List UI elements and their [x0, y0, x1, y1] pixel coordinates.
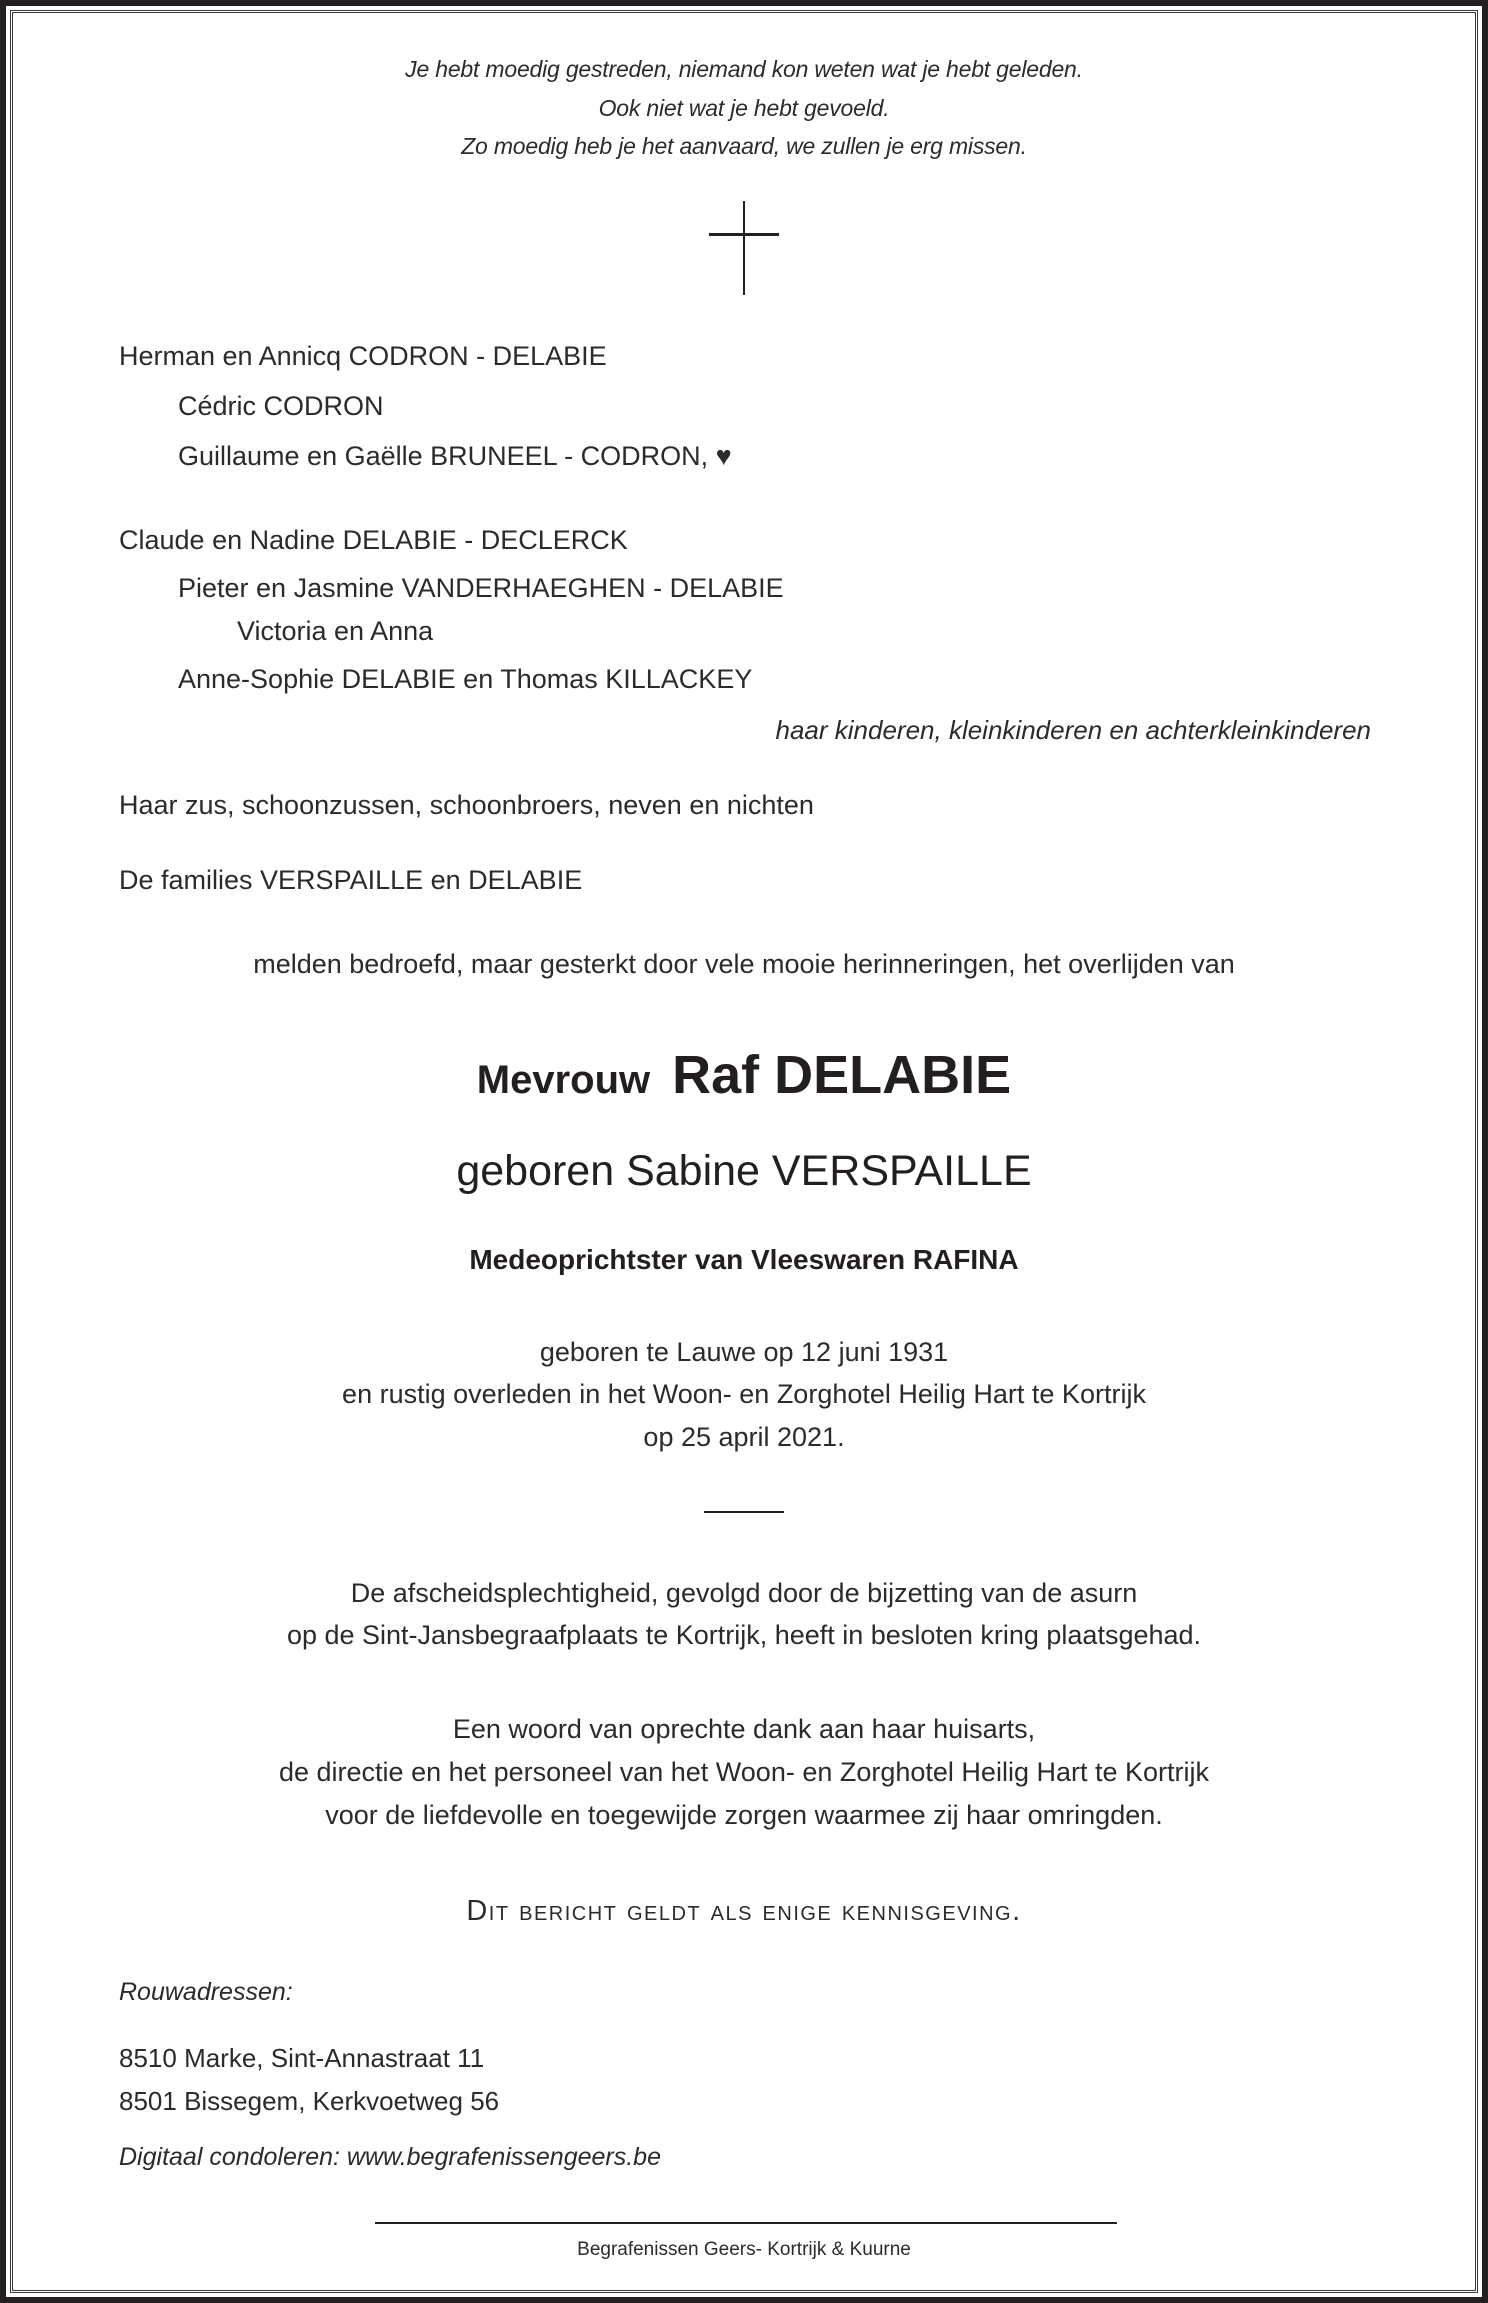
- poem-line-2: Ook niet wat je hebt gevoeld.: [598, 95, 890, 121]
- announcement: melden bedroefd, maar gesterkt door vele mooie herinneringen, het overlijden van: [253, 949, 1235, 979]
- thanks-line-3: voor de liefdevolle en toegewijde zorgen waarmee zij haar omringden.: [325, 1800, 1163, 1830]
- death-date-line: op 25 april 2021.: [643, 1422, 845, 1452]
- family-parents-1: Herman en Annicq CODRON - DELABIE: [119, 341, 607, 371]
- addresses-label: Rouwadressen:: [119, 1978, 293, 2006]
- birth-line: geboren te Lauwe op 12 juni 1931: [539, 1337, 949, 1367]
- families-line: De families VERSPAILLE en DELABIE: [119, 865, 583, 895]
- family-child: Anne-Sophie DELABIE en Thomas KILLACKEY: [178, 664, 753, 694]
- cross-vertical: [743, 201, 745, 295]
- thanks-line-1: Een woord van oprechte dank aan haar huisarts,: [452, 1714, 1036, 1744]
- cross-horizontal: [709, 233, 779, 236]
- address-item: 8510 Marke, Sint-Annastraat 11: [119, 2043, 485, 2073]
- death-place-line: en rustig overleden in het Woon- en Zorghotel Heilig Hart te Kortrijk: [342, 1379, 1146, 1409]
- separator-short: [704, 1511, 784, 1513]
- thanks-line-2: de directie en het personeel van het Woon- en Zorghotel Heilig Hart te Kortrijk: [279, 1757, 1209, 1787]
- notice: Dit bericht geldt als enige kennisgeving.: [466, 1895, 1022, 1927]
- address-item: 8501 Bissegem, Kerkvoetweg 56: [119, 2086, 500, 2116]
- ceremony-line-2: op de Sint-Jansbegraafplaats te Kortrijk, heeft in besloten kring plaatsgehad.: [286, 1620, 1202, 1650]
- deceased-name: Raf DELABIE: [672, 1045, 1012, 1105]
- family-child: Guillaume en Gaëlle BRUNEEL - CODRON, ♥: [178, 441, 732, 471]
- deceased-title: Mevrouw: [476, 1058, 651, 1102]
- footer-funeral-home: Begrafenissen Geers- Kortrijk & Kuurne: [577, 2239, 911, 2260]
- poem-line-3: Zo moedig heb je het aanvaard, we zullen je erg missen.: [461, 133, 1027, 159]
- deceased-role: Medeoprichtster van Vleeswaren RAFINA: [469, 1244, 1019, 1275]
- condolence-link[interactable]: Digitaal condoleren: www.begrafenissengeers.be: [119, 2143, 661, 2171]
- family-grandchildren: Victoria en Anna: [237, 616, 434, 646]
- deceased-name-line: [0, 1045, 1488, 1105]
- family-child: Pieter en Jasmine VANDERHAEGHEN - DELABIE: [178, 573, 784, 603]
- relation-caption: haar kinderen, kleinkinderen en achterkleinkinderen: [775, 715, 1371, 745]
- family-child: Cédric CODRON: [178, 391, 384, 421]
- family-parents-2: Claude en Nadine DELABIE - DECLERCK: [119, 525, 628, 555]
- ceremony-line-1: De afscheidsplechtigheid, gevolgd door de bijzetting van de asurn: [350, 1578, 1138, 1608]
- poem-line-1: Je hebt moedig gestreden, niemand kon weten wat je hebt geleden.: [405, 56, 1083, 82]
- siblings-line: Haar zus, schoonzussen, schoonbroers, neven en nichten: [119, 790, 814, 820]
- born-as: geboren Sabine VERSPAILLE: [456, 1147, 1032, 1195]
- separator-long: [375, 2222, 1117, 2224]
